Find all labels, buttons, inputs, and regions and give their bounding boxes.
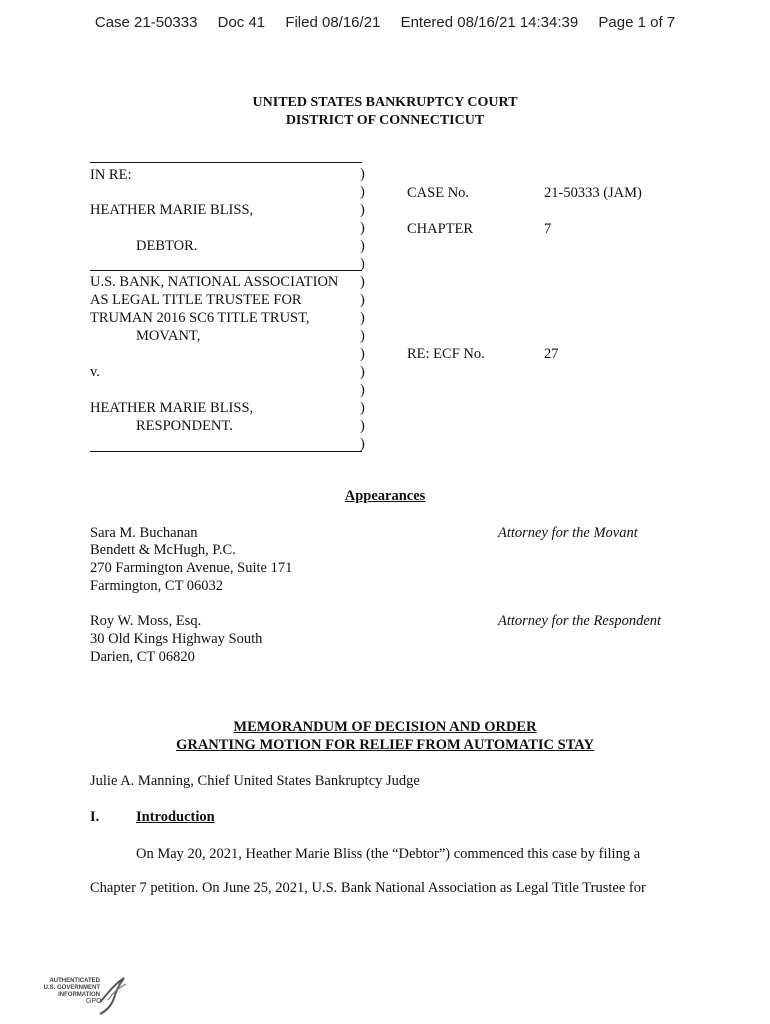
debtor-name: HEATHER MARIE BLISS, (90, 202, 254, 218)
movant-line2: AS LEGAL TITLE TRUSTEE FOR (90, 292, 302, 308)
paren: ) (360, 400, 365, 416)
case-no-value: 21-50333 (JAM) (544, 185, 642, 201)
caption-mid-rule (90, 270, 362, 271)
paragraph-line2: Chapter 7 petition. On June 25, 2021, U.S. Bank National Association as Legal Title Trustee for (90, 880, 646, 896)
gpo-mark: GPO (86, 998, 102, 1005)
section-number: I. (90, 809, 100, 825)
gpo-logo-line: INFORMATION (58, 992, 100, 998)
filing-header (0, 14, 770, 31)
movant-counsel-role: Attorney for the Movant (498, 525, 638, 541)
movant-line3: TRUMAN 2016 SC6 TITLE TRUST, (90, 310, 310, 326)
respondent-counsel-line: Darien, CT 06820 (90, 649, 195, 665)
movant-line1: U.S. BANK, NATIONAL ASSOCIATION (90, 274, 339, 290)
movant-counsel-line: Sara M. Buchanan (90, 525, 198, 541)
chapter-value: 7 (544, 221, 552, 237)
paren: ) (360, 382, 365, 398)
entered-date: Entered 08/16/21 14:34:39 (400, 14, 579, 31)
paren: ) (360, 418, 365, 434)
paren: ) (360, 364, 365, 380)
paren: ) (360, 274, 365, 290)
paren: ) (360, 436, 365, 452)
memo-title-line2: GRANTING MOTION FOR RELIEF FROM AUTOMATIC STAY (176, 737, 594, 753)
caption-top-rule (90, 162, 362, 163)
paren: ) (360, 346, 365, 362)
judge-line: Julie A. Manning, Chief United States Bankruptcy Judge (90, 773, 420, 789)
caption-parentheses (360, 165, 365, 453)
eagle-icon (94, 972, 128, 1016)
gpo-logo-line: U.S. GOVERNMENT (43, 985, 100, 991)
respondent-label: RESPONDENT. (136, 418, 233, 434)
gpo-logo-text (42, 978, 100, 999)
ecf-value: 27 (544, 346, 559, 362)
memo-title-line1: MEMORANDUM OF DECISION AND ORDER (233, 719, 537, 735)
paragraph-line1: On May 20, 2021, Heather Marie Bliss (the “Debtor”) commenced this case by filing a (136, 846, 641, 862)
paren: ) (360, 184, 365, 200)
section-title: Introduction (136, 809, 215, 825)
paren: ) (360, 328, 365, 344)
respondent-counsel-line: Roy W. Moss, Esq. (90, 613, 202, 629)
court-district: DISTRICT OF CONNECTICUT (285, 113, 485, 128)
movant-label: MOVANT, (136, 328, 201, 344)
paren: ) (360, 310, 365, 326)
paren: ) (360, 220, 365, 236)
appearances-heading: Appearances (344, 488, 426, 504)
versus-label: v. (90, 364, 100, 380)
court-name: UNITED STATES BANKRUPTCY COURT (252, 95, 518, 110)
debtor-label: DEBTOR. (136, 238, 198, 254)
respondent-counsel-line: 30 Old Kings Highway South (90, 631, 263, 647)
movant-counsel-line: 270 Farmington Avenue, Suite 171 (90, 560, 293, 576)
respondent-counsel-role: Attorney for the Respondent (498, 613, 662, 629)
chapter-label: CHAPTER (407, 221, 474, 237)
ecf-label: RE: ECF No. (407, 346, 485, 362)
paren: ) (360, 256, 365, 272)
in-re-label: IN RE: (90, 167, 132, 183)
paren: ) (360, 292, 365, 308)
doc-number: Doc 41 (217, 14, 266, 31)
gpo-logo-line: AUTHENTICATED (49, 978, 100, 984)
movant-counsel-line: Bendett & McHugh, P.C. (90, 542, 236, 558)
paren: ) (360, 202, 365, 218)
page-indicator: Page 1 of 7 (598, 14, 676, 31)
caption-bottom-rule (90, 451, 362, 452)
gpo-authentication-logo (42, 972, 132, 1016)
movant-counsel-line: Farmington, CT 06032 (90, 578, 224, 594)
respondent-name: HEATHER MARIE BLISS, (90, 400, 254, 416)
paren: ) (360, 238, 365, 254)
case-number: Case 21-50333 (94, 14, 198, 31)
paren: ) (360, 166, 365, 182)
filed-date: Filed 08/16/21 (285, 14, 381, 31)
case-no-label: CASE No. (407, 185, 470, 201)
